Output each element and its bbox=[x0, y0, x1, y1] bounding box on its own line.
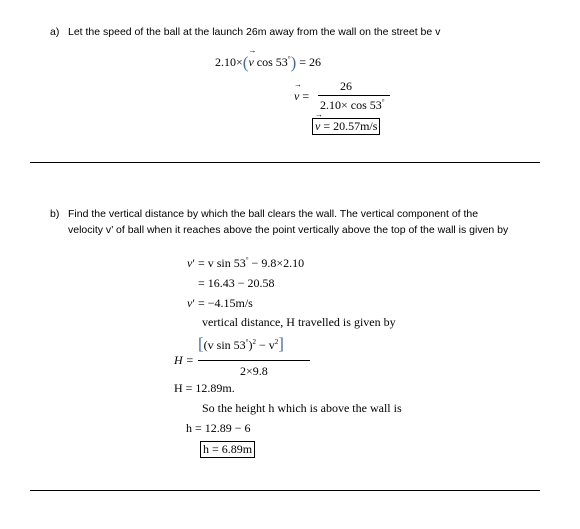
line-h-calc: h = 12.89 − 6 bbox=[186, 421, 251, 435]
paren-open: ( bbox=[242, 53, 249, 72]
eq1-left: 2.10× bbox=[215, 55, 243, 69]
divider-2 bbox=[30, 490, 540, 491]
part-b-text-line2: velocity v’ of ball when it reaches above the point vertically above the top of the wall is given by bbox=[68, 224, 509, 236]
part-b-text-line1: Find the vertical distance by which the ball clears the wall. The vertical component of the bbox=[68, 208, 479, 220]
frac-numerator: 26 bbox=[340, 79, 352, 93]
result-box-b: h = 6.89m bbox=[200, 441, 255, 458]
h-equals: H = bbox=[174, 353, 194, 367]
h-denominator: 2×9.8 bbox=[240, 364, 268, 378]
eq1-inner: cos 53 bbox=[256, 55, 288, 69]
paren-close: ) bbox=[290, 53, 297, 72]
equation-1 bbox=[215, 53, 321, 73]
divider-1 bbox=[30, 162, 540, 163]
line-vprime-2: = 16.43 − 20.58 bbox=[198, 276, 275, 290]
line-height-above: So the height h which is above the wall is bbox=[202, 401, 402, 415]
h-result: H = 12.89m. bbox=[174, 381, 235, 395]
h-numerator: [(v $\sin 53^\circ)^2 - v^2$] bbox=[198, 334, 284, 353]
part-a-label: a) bbox=[50, 26, 60, 38]
result-box-a: → v = 20.57m/s bbox=[312, 118, 380, 135]
fraction-line-a bbox=[318, 95, 390, 96]
line-vertical-distance: vertical distance, H travelled is given by bbox=[202, 315, 396, 329]
v-eq-label: → v = bbox=[294, 89, 309, 104]
eq1-right: = 26 bbox=[299, 55, 322, 69]
line-vprime-1: v′ = v sin 53° − 9.8×2.10 bbox=[187, 256, 305, 270]
line-vprime-3: v′ = −4.15m/s bbox=[187, 296, 253, 310]
fraction-line-b bbox=[198, 360, 310, 361]
degree-mark: ° bbox=[287, 55, 291, 63]
part-a-text: Let the speed of the ball at the launch 26m away from the wall on the street be v bbox=[68, 26, 441, 38]
v-vector: → v bbox=[248, 55, 253, 70]
frac-denominator: 2.10× cos 53° bbox=[320, 98, 385, 112]
part-b-label: b) bbox=[50, 208, 60, 220]
